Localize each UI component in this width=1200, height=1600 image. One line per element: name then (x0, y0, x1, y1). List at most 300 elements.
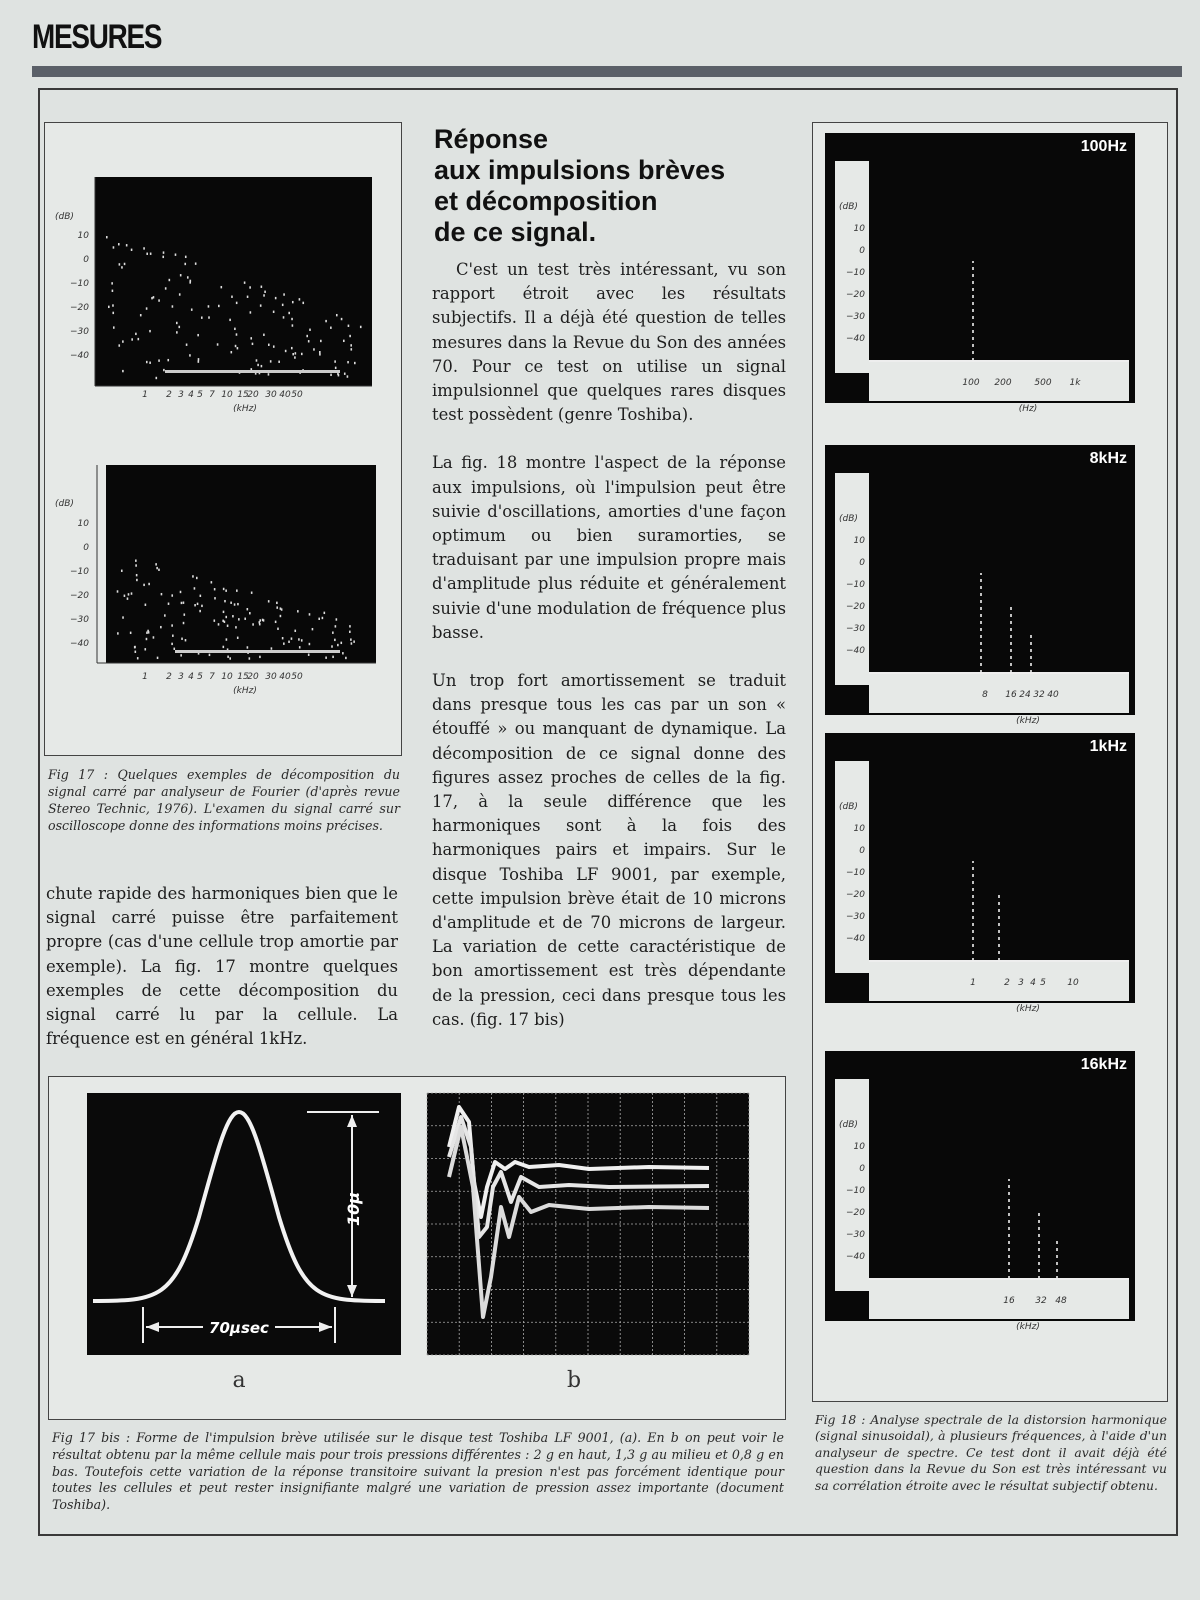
spectrum-dot (271, 647, 273, 649)
spectrum-dot (201, 316, 203, 318)
spectrum-ytick: −20 (846, 290, 865, 300)
spectrum-dot (150, 253, 152, 255)
spectrum-dot (247, 608, 249, 610)
spectrum-dot (244, 618, 246, 620)
spectrum-dot (324, 612, 326, 614)
spectrum-dot (332, 656, 334, 658)
spectrum-dot (297, 610, 299, 612)
spectrum-xtick: 1k (1069, 378, 1081, 388)
spectrum-dot (217, 343, 219, 345)
spectrum-xtick: 40 (1047, 690, 1059, 700)
spectrum-dot (118, 344, 120, 346)
spectrum-dot (136, 579, 138, 581)
fig17-1-xlabel: (kHz) (233, 404, 257, 414)
spectrum-dot (350, 638, 352, 640)
spectrum-dot (230, 351, 232, 353)
spectrum-dot (175, 253, 177, 255)
spectrum-frequency-label: 16kHz (1080, 1056, 1127, 1073)
spectrum-dot (183, 622, 185, 624)
spectrum-dot (155, 563, 157, 565)
spectrum-dot (218, 305, 220, 307)
spectrum-xtick: 32 (1035, 1296, 1047, 1306)
spectrum-ytick: 0 (859, 846, 865, 856)
spectrum-dot (124, 263, 126, 265)
spectrum-dot (183, 602, 185, 604)
fig17-xtick: 7 (209, 672, 215, 682)
spectrum-dot (322, 617, 324, 619)
pulse-width-label: 70μsec (209, 1319, 269, 1337)
fig18-spectrum-1 (825, 133, 1135, 414)
fig17-plot-1-screen (95, 177, 372, 386)
spectrum-dot (343, 340, 345, 342)
spectrum-dot (330, 327, 332, 329)
heading-line-3: et décomposition (434, 186, 658, 216)
spectrum-dot (250, 311, 252, 313)
spectrum-unit: (kHz) (1016, 1322, 1040, 1332)
noise-floor (165, 370, 340, 373)
spectrum-dot (223, 646, 225, 648)
spectrum-dot (201, 605, 203, 607)
fig17-panel (44, 122, 402, 756)
spectrum-dot (360, 326, 362, 328)
spectrum-dot (276, 606, 278, 608)
spectrum-dot (264, 291, 266, 293)
fig18-spectra (813, 123, 1167, 1399)
left-column-text: chute rapide des harmoniques bien que le signal carré puisse être parfaitement propre (cas d'une cellule trop amortie par exemple). La fig. 17 montre quelques exemples de cette décomposition du signal carré lu par la cellule. La fréquence est en général 1kHz. (46, 884, 398, 1049)
spectrum-dot (232, 615, 234, 617)
spectrum-dot (197, 334, 199, 336)
fig17-ytick: −20 (70, 591, 89, 601)
spectrum-dot (198, 360, 200, 362)
spectrum-dot (138, 338, 140, 340)
spectrum-dot (168, 603, 170, 605)
spectrum-dot (169, 279, 171, 281)
spectrum-dot (312, 628, 314, 630)
spectrum-ytick: −10 (846, 580, 865, 590)
fig17-ytick: −30 (70, 615, 89, 625)
fig18-panel (812, 122, 1168, 1402)
fig17-1-xticks (142, 390, 303, 400)
spectrum-floor-area (869, 1279, 1129, 1319)
spectrum-dot (160, 626, 162, 628)
spectrum-ytick: 0 (859, 558, 865, 568)
spectrum-dot (261, 286, 263, 288)
spectrum-dot (288, 312, 290, 314)
spectrum-dot (164, 614, 166, 616)
spectrum-ytick: 0 (859, 1164, 865, 1174)
spectrum-dot (273, 311, 275, 313)
spectrum-ytick: 10 (853, 536, 865, 546)
spectrum-dot (309, 329, 311, 331)
spectrum-ytick: −30 (846, 912, 865, 922)
spectrum-dot (124, 595, 126, 597)
spectrum-dot (186, 344, 188, 346)
spectrum-dot (236, 302, 238, 304)
spectrum-dot (144, 648, 146, 650)
spectrum-dot (336, 314, 338, 316)
spectrum-dot (149, 330, 151, 332)
spectrum-dot (238, 618, 240, 620)
spectrum-dot (179, 293, 181, 295)
spectrum-dot (146, 253, 148, 255)
spectrum-ytick: 0 (859, 246, 865, 256)
fig17-xtick: 1 (142, 390, 148, 400)
spectrum-dot (283, 642, 285, 644)
spectrum-dot (319, 353, 321, 355)
spectrum-ytick: −40 (846, 1252, 865, 1262)
spectrum-xtick: 2 (1004, 978, 1010, 988)
spectrum-xtick: 32 (1033, 690, 1045, 700)
spectrum-dot (196, 577, 198, 579)
spectrum-dot (350, 344, 352, 346)
spectrum-dot (301, 353, 303, 355)
spectrum-dot (162, 256, 164, 258)
fig17-xtick: 40 (279, 390, 291, 400)
spectrum-dot (153, 636, 155, 638)
spectrum-dot (180, 654, 182, 656)
spectrum-dot (299, 298, 301, 300)
fig17-ytick: 10 (77, 519, 89, 529)
spectrum-dot (121, 570, 123, 572)
spectrum-dot (208, 305, 210, 307)
spectrum-frequency-label: 8kHz (1089, 450, 1127, 467)
fig17-plot-2 (55, 465, 376, 696)
fig17-2-yticks (70, 519, 89, 649)
spectrum-dot (295, 352, 297, 354)
spectrum-dot (135, 559, 137, 561)
fig17-2-xlabel: (kHz) (233, 686, 257, 696)
spectrum-dot (225, 590, 227, 592)
fig17-xtick: 3 (178, 672, 184, 682)
spectrum-dot (214, 588, 216, 590)
spectrum-dot (276, 602, 278, 604)
fig17-ytick: −10 (70, 567, 89, 577)
spectrum-dot (176, 331, 178, 333)
spectrum-ytick: −10 (846, 868, 865, 878)
spectrum-dot (172, 635, 174, 637)
spectrum-xtick: 16 (1003, 1296, 1015, 1306)
spectrum-dot (199, 610, 201, 612)
spectrum-frequency-label: 1kHz (1089, 738, 1127, 755)
spectrum-dot (299, 646, 301, 648)
spectrum-dot (325, 657, 327, 659)
spectrum-dot (349, 335, 351, 337)
fig17-xtick: 7 (209, 390, 215, 400)
spectrum-dot (285, 350, 287, 352)
spectrum-dot (214, 597, 216, 599)
spectrum-dot (292, 324, 294, 326)
spectrum-ytick: 10 (853, 224, 865, 234)
spectrum-dot (235, 345, 237, 347)
spectrum-dot (197, 603, 199, 605)
spectrum-floor-area (869, 673, 1129, 713)
spectrum-dot (302, 302, 304, 304)
spectrum-dot (249, 612, 251, 614)
spectrum-dot (337, 644, 339, 646)
fig17-xtick: 50 (291, 672, 303, 682)
heading-line-1: Réponse (434, 124, 549, 154)
fig17-xtick: 5 (197, 390, 203, 400)
spectrum-dot (250, 337, 252, 339)
spectrum-dot (135, 333, 137, 335)
spectrum-dot (218, 623, 220, 625)
pulse-shape-figure (87, 1093, 401, 1355)
spectrum-dot (244, 281, 246, 283)
spectrum-dot (176, 322, 178, 324)
spectrum-dot (147, 630, 149, 632)
spectrum-xtick: 48 (1055, 1296, 1067, 1306)
spectrum-dot (236, 589, 238, 591)
article-paragraph-1: C'est un test très intéressant, vu son rapport étroit avec les résultats subjectifs. Il a déjà été question de telles mesures dans la Revue du Son des années 70. Pour ce test on utilise un signal impulsionnel que quelques rares disques test possèdent (genre Toshiba). (432, 260, 786, 425)
fig17-caption: Fig 17 : Quelques exemples de décomposition du signal carré par analyseur de Fourier (d'après revue Stereo Technic, 1976). L'examen du signal carré sur oscilloscope donne des informations moins précises. (48, 767, 400, 833)
spectrum-xtick: 200 (994, 378, 1012, 388)
spectrum-dot (263, 334, 265, 336)
fig17-xtick: 4 (188, 390, 194, 400)
fig17-xtick: 3 (178, 390, 184, 400)
spectrum-dot (237, 637, 239, 639)
spectrum-dot (200, 595, 202, 597)
spectrum-frequency-label: 100Hz (1080, 138, 1127, 155)
spectrum-dot (189, 354, 191, 356)
spectrum-dot (136, 574, 138, 576)
spectrum-dot (111, 282, 113, 284)
spectrum-dot (112, 312, 114, 314)
spectrum-dot (277, 628, 279, 630)
spectrum-ytick: −30 (846, 312, 865, 322)
fig17bis-images (49, 1077, 785, 1417)
spectrum-dot (223, 611, 225, 613)
spectrum-dot (334, 360, 336, 362)
spectrum-ylabel: (dB) (839, 202, 858, 212)
spectrum-dot (135, 564, 137, 566)
spectrum-dot (181, 638, 183, 640)
spectrum-dot (213, 619, 215, 621)
spectrum-dot (171, 643, 173, 645)
spectrum-dot (306, 335, 308, 337)
spectrum-dot (259, 623, 261, 625)
spectrum-dot (137, 657, 139, 659)
spectrum-dot (155, 377, 157, 379)
spectrum-dot (235, 626, 237, 628)
article-paragraph-2: La fig. 18 montre l'aspect de la réponse aux impulsions, où l'impulsion peut être suivie d'oscillations, amorties d'une façon optimum ou bien suramorties, se traduisant par une impulsion propre mais d'amplitude plus réduite et généralement suivie d'une modulation de fréquence plus basse. (432, 453, 786, 642)
spectrum-dot (151, 297, 153, 299)
spectrum-dot (112, 290, 114, 292)
spectrum-dot (349, 631, 351, 633)
spectrum-dot (189, 280, 191, 282)
spectrum-dot (135, 651, 137, 653)
spectrum-dot (171, 624, 173, 626)
spectrum-xtick: 8 (982, 690, 988, 700)
fig18-caption: Fig 18 : Analyse spectrale de la distorsion harmonique (signal sinusoidal), à plusieurs fréquences, à l'aide d'un analyseur de spectre. Ce test dont il avait déjà été question dans la Revue du Son est très intéressant vu sa corrélation étroite avec le résultat subjectif obtenu. (815, 1412, 1167, 1493)
spectrum-dot (291, 347, 293, 349)
spectrum-dot (283, 293, 285, 295)
spectrum-ylabel: (dB) (839, 1120, 858, 1130)
spectrum-dot (163, 251, 165, 253)
spectrum-xtick: 100 (962, 378, 980, 388)
article-body (432, 258, 786, 1032)
spectrum-dot (131, 338, 133, 340)
spectrum-dot (282, 637, 284, 639)
spectrum-dot (335, 367, 337, 369)
article-paragraph-3: Un trop fort amortissement se traduit dans presque tous les cas par un son « étouffé » ou manquant de dynamique. La décomposition de ce signal donne des figures assez proches de celles de la fig. 17, à la seule différence que les harmoniques sont à la fois des harmoniques pairs et impairs. Sur le disque Toshiba LF 9001, par exemple, cette impulsion brève était de 10 microns d'amplitude et de 70 microns de largeur. La variation de cette caractéristique de bon amortissement est très dépendante de la pression, ceci dans presque tous les cas. (fig. 17 bis) (432, 671, 786, 1029)
spectrum-dot (236, 333, 238, 335)
spectrum-dot (292, 301, 294, 303)
spectrum-dot (146, 307, 148, 309)
spectrum-dot (208, 316, 210, 318)
spectrum-dot (292, 353, 294, 355)
fig17-xtick: 30 (265, 390, 277, 400)
fig17-xtick: 20 (247, 672, 259, 682)
spectrum-dot (122, 616, 124, 618)
spectrum-ytick: −40 (846, 934, 865, 944)
section-title: MESURES (32, 18, 162, 56)
spectrum-dot (183, 613, 185, 615)
spectrum-dot (280, 615, 282, 617)
spectrum-dot (173, 648, 175, 650)
spectrum-unit: (Hz) (1018, 404, 1038, 414)
spectrum-dot (223, 588, 225, 590)
spectrum-dot (131, 249, 133, 251)
fig17-ytick: 0 (83, 543, 89, 553)
spectrum-xtick: 500 (1034, 378, 1052, 388)
fig17-xtick: 5 (197, 672, 203, 682)
spectrum-dot (340, 642, 342, 644)
spectrum-dot (118, 243, 120, 245)
spectrum-dot (192, 575, 194, 577)
spectrum-dot (281, 608, 283, 610)
spectrum-dot (231, 296, 233, 298)
spectrum-dot (347, 375, 349, 377)
spectrum-dot (319, 351, 321, 353)
spectrum-dot (348, 325, 350, 327)
spectrum-dot (158, 359, 160, 361)
pulse-amplitude-label: 10μ (344, 1191, 363, 1227)
spectrum-ytick: 10 (853, 824, 865, 834)
spectrum-dot (273, 345, 275, 347)
fig17-ytick: −40 (70, 639, 89, 649)
spectrum-dot (251, 592, 253, 594)
spectrum-dot (195, 262, 197, 264)
spectrum-dot (291, 318, 293, 320)
spectrum-dot (263, 294, 265, 296)
spectrum-dot (106, 236, 108, 238)
spectrum-dot (171, 594, 173, 596)
spectrum-dot (230, 602, 232, 604)
spectrum-dot (349, 625, 351, 627)
spectrum-xtick: 24 (1019, 690, 1031, 700)
spectrum-dot (268, 373, 270, 375)
spectrum-dot (344, 373, 346, 375)
spectrum-dot (309, 613, 311, 615)
figure-label-a: a (232, 1368, 246, 1393)
spectrum-xtick: 3 (1018, 978, 1024, 988)
spectrum-dot (335, 625, 337, 627)
spectrum-dot (268, 344, 270, 346)
spectrum-dot (153, 296, 155, 298)
spectrum-dot (191, 308, 193, 310)
spectrum-unit: (kHz) (1016, 1004, 1040, 1014)
spectrum-dot (268, 600, 270, 602)
spectrum-dot (261, 365, 263, 367)
spectrum-xtick: 16 (1005, 690, 1017, 700)
fig17-ytick: −40 (70, 351, 89, 361)
spectrum-dot (298, 638, 300, 640)
spectrum-dot (224, 600, 226, 602)
spectrum-dot (131, 592, 133, 594)
spectrum-dot (180, 274, 182, 276)
fig17-xtick: 20 (247, 390, 259, 400)
spectrum-dot (354, 362, 356, 364)
fig17-xtick: 15 (237, 390, 249, 400)
spectrum-dot (181, 602, 183, 604)
spectrum-dot (249, 286, 251, 288)
spectrum-dot (126, 244, 128, 246)
spectrum-dot (309, 643, 311, 645)
spectrum-dot (353, 640, 355, 642)
fig18-spectrum-2 (825, 445, 1135, 726)
spectrum-dot (222, 620, 224, 622)
fig17-xtick: 2 (166, 672, 172, 682)
spectrum-ytick: 10 (853, 1142, 865, 1152)
fig17bis-panel (48, 1076, 786, 1420)
fig17-ytick: 0 (83, 255, 89, 265)
spectrum-dot (247, 296, 249, 298)
fig17-xtick: 40 (279, 672, 291, 682)
spectrum-dot (252, 343, 254, 345)
spectrum-dot (275, 297, 277, 299)
spectrum-xtick: 10 (1067, 978, 1079, 988)
spectrum-dot (134, 646, 136, 648)
spectrum-dot (165, 287, 167, 289)
spectrum-dot (161, 593, 163, 595)
article-heading (434, 124, 794, 248)
spectrum-dot (345, 657, 347, 659)
spectrum-dot (350, 348, 352, 350)
spectrum-dot (260, 304, 262, 306)
spectrum-dot (334, 639, 336, 641)
spectrum-dot (172, 305, 174, 307)
fig18-spectrum-4 (825, 1051, 1135, 1332)
spectrum-dot (341, 318, 343, 320)
spectrum-dot (146, 638, 148, 640)
fig17-ytick: 10 (77, 231, 89, 241)
spectrum-ytick: −20 (846, 602, 865, 612)
spectrum-ytick: −20 (846, 890, 865, 900)
spectrum-dot (347, 361, 349, 363)
spectrum-dot (163, 369, 165, 371)
fig18-spectrum-3 (825, 733, 1135, 1014)
fig17-2-ylabel: (dB) (55, 499, 74, 509)
spectrum-dot (167, 359, 169, 361)
spectrum-ytick: −10 (846, 268, 865, 278)
spectrum-dot (234, 328, 236, 330)
spectrum-dot (158, 299, 160, 301)
spectrum-dot (194, 604, 196, 606)
spectrum-dot (336, 618, 338, 620)
spectrum-dot (330, 374, 332, 376)
spectrum-dot (282, 304, 284, 306)
fig17-ytick: −20 (70, 303, 89, 313)
spectrum-dot (294, 356, 296, 358)
spectrum-dot (149, 362, 151, 364)
spectrum-dot (275, 621, 277, 623)
spectrum-dot (119, 263, 121, 265)
spectrum-xtick: 1 (970, 978, 976, 988)
spectrum-ytick: −40 (846, 646, 865, 656)
spectrum-dot (130, 632, 132, 634)
spectrum-dot (237, 603, 239, 605)
fig17-xtick: 2 (166, 390, 172, 400)
